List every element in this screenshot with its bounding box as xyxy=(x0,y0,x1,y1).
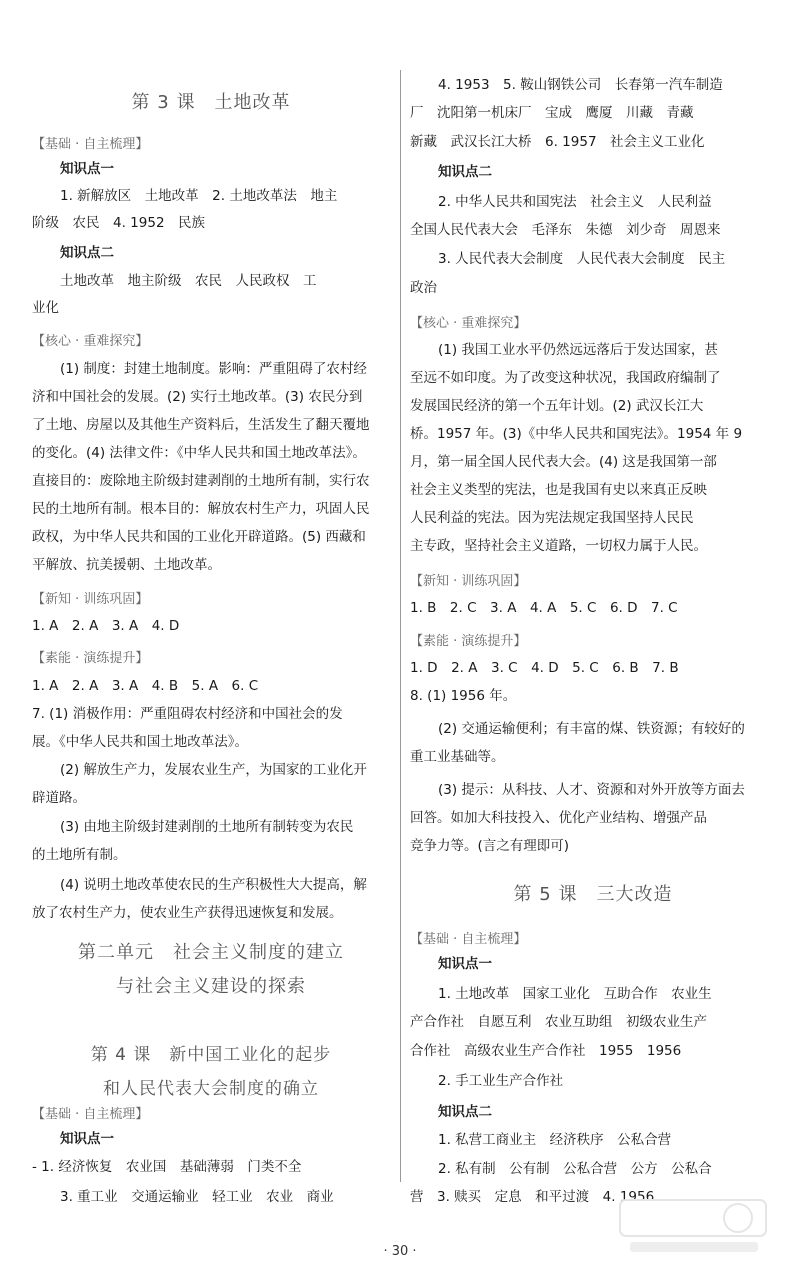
q7-line: 7. (1) 消极作用：严重阻碍农村经济和中国社会的发 xyxy=(32,706,343,722)
knowledge-point-1: 知识点一 xyxy=(60,161,114,177)
lesson3-title: 第 3 课 土地改革 xyxy=(131,92,291,113)
text-line: 3. 重工业 交通运输业 轻工业 农业 商业 xyxy=(60,1189,334,1205)
q7-line: 展。《中华人民共和国土地改革法》。 xyxy=(32,734,248,750)
section-skill: 【素能 · 演练提升】 xyxy=(410,634,527,649)
core-line: 月，第一届全国人民代表大会。(4) 这是我国第一部 xyxy=(410,454,717,470)
page-number: · 30 · xyxy=(383,1244,417,1259)
knowledge-point-1b: 知识点一 xyxy=(60,1131,114,1147)
lesson5-title: 第 5 课 三大改造 xyxy=(513,884,673,905)
answers-new: 1. B 2. C 3. A 4. A 5. C 6. D 7. C xyxy=(410,600,678,616)
text-line: 营 3. 赎买 定息 和平过渡 4. 1956 xyxy=(410,1189,655,1205)
watermark-logo-icon xyxy=(618,1196,768,1256)
unit2-title-2: 与社会主义建设的探索 xyxy=(116,976,306,997)
text-line: 产合作社 自愿互利 农业互助组 初级农业生产 xyxy=(410,1014,707,1030)
core-line: 发展国民经济的第一个五年计划。(2) 武汉长江大 xyxy=(410,398,704,414)
text-line: 2. 私有制 公有制 公私合营 公方 公私合 xyxy=(438,1161,712,1177)
answers-skill: 1. D 2. A 3. C 4. D 5. C 6. B 7. B xyxy=(410,660,679,676)
text-line: 土地改革 地主阶级 农民 人民政权 工 xyxy=(60,273,317,289)
text-line: 1. 新解放区 土地改革 2. 土地改革法 地主 xyxy=(60,188,338,204)
core-line: 了土地、房屋以及其他生产资料后，生活发生了翻天覆地 xyxy=(32,417,370,433)
q8-line: 8. (1) 1956 年。 xyxy=(410,688,517,704)
core-line: 政权，为中华人民共和国的工业化开辟道路。(5) 西藏和 xyxy=(32,529,366,545)
q7-line: (4) 说明土地改革使农民的生产积极性大大提高，解 xyxy=(60,877,367,893)
core-line: 桥。1957 年。(3)《中华人民共和国宪法》。1954 年 9 xyxy=(410,426,743,442)
text-line: 厂 沈阳第一机床厂 宝成 鹰厦 川藏 青藏 xyxy=(410,105,694,121)
lesson4-title-1: 第 4 课 新中国工业化的起步 xyxy=(90,1045,332,1065)
q7-line: 的土地所有制。 xyxy=(32,847,127,863)
q7-line: (3) 由地主阶级封建剥削的土地所有制转变为农民 xyxy=(60,819,354,835)
core-line: 人民利益的宪法。因为宪法规定我国坚持人民民 xyxy=(410,510,694,526)
q7-line: 辟道路。 xyxy=(32,790,86,806)
section-core: 【核心 · 重难探究】 xyxy=(410,316,527,331)
q7-line: (2) 解放生产力，发展农业生产，为国家的工业化开 xyxy=(60,762,367,778)
core-line: (1) 我国工业水平仍然远远落后于发达国家，甚 xyxy=(438,342,718,358)
knowledge-point-2: 知识点二 xyxy=(438,164,492,180)
lesson4-title-2: 和人民代表大会制度的确立 xyxy=(103,1079,319,1099)
text-line: 1. 土地改革 国家工业化 互助合作 农业生 xyxy=(438,986,712,1002)
q8-line: (3) 提示：从科技、人才、资源和对外开放等方面去 xyxy=(438,782,745,798)
q8-line: 竞争力等。(言之有理即可) xyxy=(410,838,570,854)
text-line: - 1. 经济恢复 农业国 基础薄弱 门类不全 xyxy=(32,1159,302,1175)
core-line: 主专政，坚持社会主义道路，一切权力属于人民。 xyxy=(410,538,707,554)
text-line: 2. 手工业生产合作社 xyxy=(438,1073,564,1089)
core-line: 至远不如印度。为了改变这种状况，我国政府编制了 xyxy=(410,370,721,386)
text-line: 全国人民代表大会 毛泽东 朱德 刘少奇 周恩来 xyxy=(410,222,721,238)
core-line: (1) 制度：封建土地制度。影响：严重阻碍了农村经 xyxy=(60,361,367,377)
knowledge-point-2b: 知识点二 xyxy=(438,1104,492,1120)
core-line: 社会主义类型的宪法，也是我国有史以来真正反映 xyxy=(410,482,707,498)
core-line: 济和中国社会的发展。(2) 实行土地改革。(3) 农民分到 xyxy=(32,389,363,405)
answers-skill: 1. A 2. A 3. A 4. B 5. A 6. C xyxy=(32,678,259,694)
text-line: 合作社 高级农业生产合作社 1955 1956 xyxy=(410,1043,682,1059)
section-basic-2: 【基础 · 自主梳理】 xyxy=(32,1107,149,1122)
knowledge-point-2: 知识点二 xyxy=(60,245,114,261)
unit2-title-1: 第二单元 社会主义制度的建立 xyxy=(78,942,344,963)
text-line: 政治 xyxy=(410,280,437,296)
text-line: 2. 中华人民共和国宪法 社会主义 人民利益 xyxy=(438,194,712,210)
answers-new: 1. A 2. A 3. A 4. D xyxy=(32,618,180,634)
section-skill: 【素能 · 演练提升】 xyxy=(32,651,149,666)
section-new: 【新知 · 训练巩固】 xyxy=(410,574,527,589)
text-line: 4. 1953 5. 鞍山钢铁公司 长春第一汽车制造 xyxy=(438,77,723,93)
core-line: 直接目的：废除地主阶级封建剥削的土地所有制，实行农 xyxy=(32,473,370,489)
core-line: 民的土地所有制。根本目的：解放农村生产力，巩固人民 xyxy=(32,501,370,517)
section-basic: 【基础 · 自主梳理】 xyxy=(32,137,149,152)
section-new: 【新知 · 训练巩固】 xyxy=(32,592,149,607)
core-line: 平解放、抗美援朝、土地改革。 xyxy=(32,557,221,573)
section-basic: 【基础 · 自主梳理】 xyxy=(410,932,527,947)
section-core: 【核心 · 重难探究】 xyxy=(32,334,149,349)
text-line: 新藏 武汉长江大桥 6. 1957 社会主义工业化 xyxy=(410,134,705,150)
text-line: 业化 xyxy=(32,300,59,316)
q7-line: 放了农村生产力，使农业生产获得迅速恢复和发展。 xyxy=(32,905,343,921)
column-divider xyxy=(400,70,401,1182)
q8-line: 回答。如加大科技投入、优化产业结构、增强产品 xyxy=(410,810,707,826)
text-line: 阶级 农民 4. 1952 民族 xyxy=(32,215,206,231)
text-line: 1. 私营工商业主 经济秩序 公私合营 xyxy=(438,1132,672,1148)
q8-line: (2) 交通运输便利；有丰富的煤、铁资源；有较好的 xyxy=(438,721,745,737)
text-line: 3. 人民代表大会制度 人民代表大会制度 民主 xyxy=(438,251,726,267)
q8-line: 重工业基础等。 xyxy=(410,749,505,765)
knowledge-point-1: 知识点一 xyxy=(438,956,492,972)
core-line: 的变化。(4) 法律文件：《中华人民共和国土地改革法》。 xyxy=(32,445,366,461)
